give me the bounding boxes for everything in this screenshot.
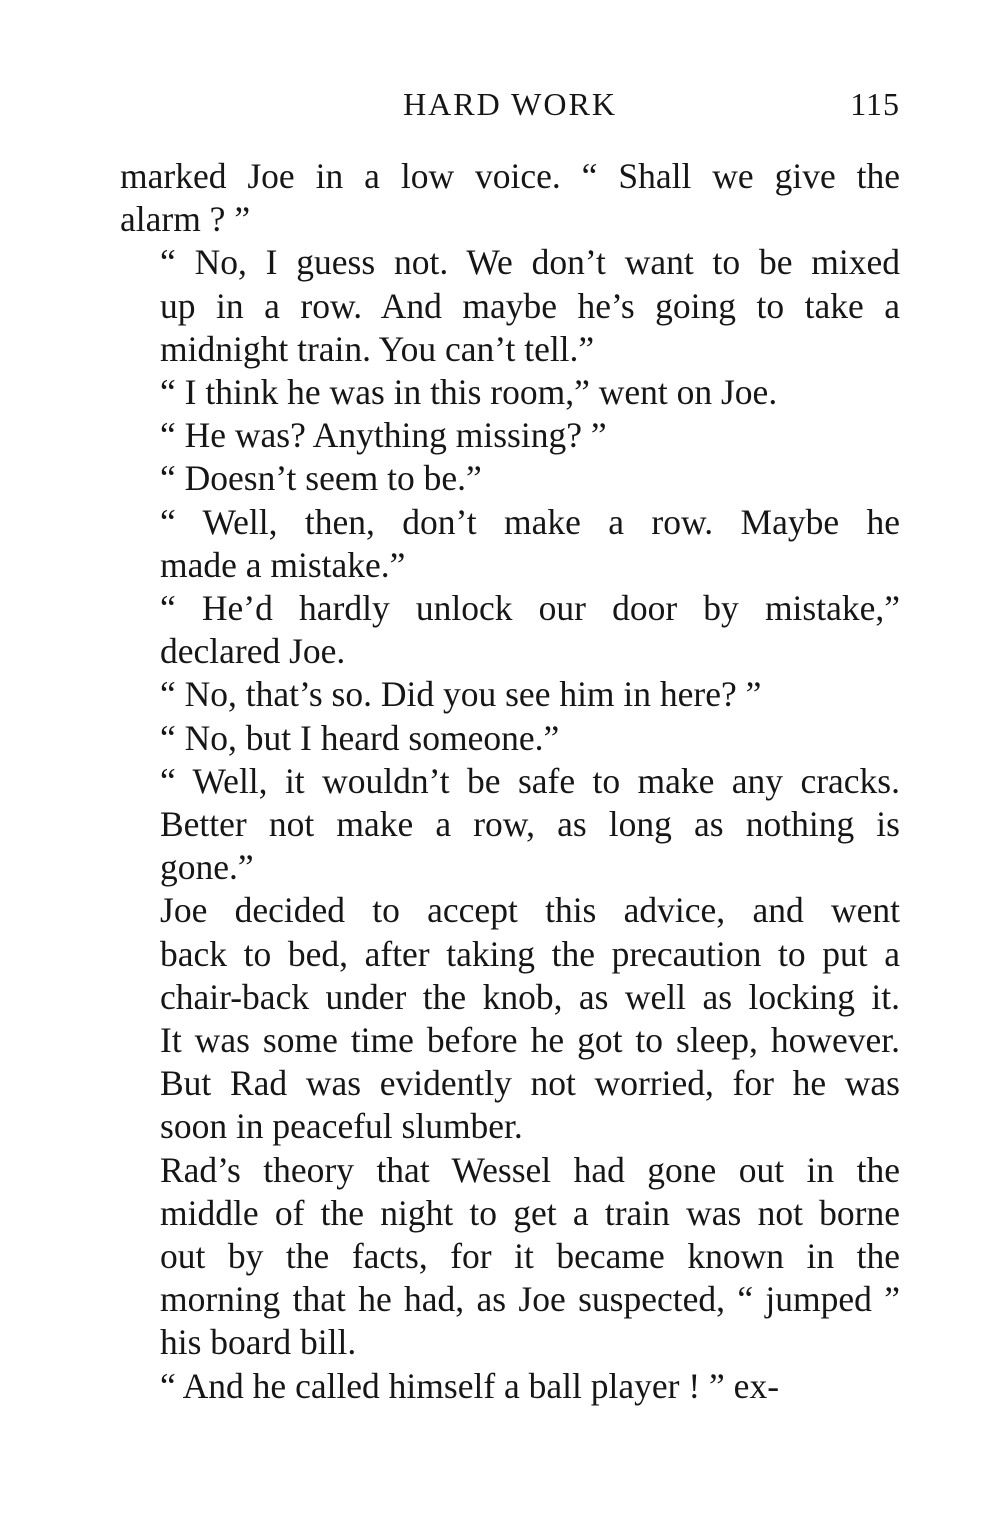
text-line: soon in peaceful slumber. <box>160 1106 523 1147</box>
paragraph <box>120 760 900 890</box>
text-line: “ I think he was in this room,” went on Joe. <box>160 372 778 413</box>
text-line: “ Well, it wouldn’t be safe to make any cracks. <box>160 760 900 801</box>
paragraph <box>120 717 900 760</box>
text-line: gone.” <box>160 847 254 888</box>
paragraph <box>120 371 900 414</box>
paragraph <box>120 1365 900 1408</box>
paragraph <box>120 1149 900 1365</box>
paragraph <box>120 414 900 457</box>
text-line: “ No, I guess not. We don’t want to be mixed <box>160 242 900 283</box>
paragraph <box>120 241 900 371</box>
paragraph <box>120 889 900 1148</box>
paragraph <box>120 457 900 500</box>
running-title: HARD WORK <box>403 86 617 122</box>
text-line: out by the facts, for it became known in the <box>160 1236 900 1277</box>
text-line: alarm ? ” <box>120 199 251 240</box>
text-line: Better not make a row, as long as nothing is <box>160 804 900 845</box>
text-line: made a mistake.” <box>160 544 406 585</box>
text-line: chair-back under the knob, as well as locking it. <box>160 976 900 1017</box>
text-line: morning that he had, as Joe suspected, “ jumped ” <box>160 1279 900 1320</box>
page-number: 115 <box>850 86 900 122</box>
text-line: declared Joe. <box>160 631 346 672</box>
text-line: back to bed, after taking the precaution to put a <box>160 933 900 974</box>
text-line: Joe decided to accept this advice, and went <box>160 890 900 931</box>
text-line: “ Doesn’t seem to be.” <box>160 458 482 499</box>
text-line: midnight train. You can’t tell.” <box>160 328 595 369</box>
running-head <box>120 82 900 132</box>
text-line: “ He was? Anything missing? ” <box>160 415 607 456</box>
text-line: middle of the night to get a train was not borne <box>160 1192 900 1233</box>
text-line: “ He’d hardly unlock our door by mistake,” <box>160 588 900 629</box>
paragraph <box>120 587 900 673</box>
text-line: “ No, that’s so. Did you see him in here? ” <box>160 674 762 715</box>
text-line: up in a row. And maybe he’s going to take a <box>160 285 900 326</box>
text-line: his board bill. <box>160 1322 357 1363</box>
text-line: It was some time before he got to sleep, however. <box>160 1020 900 1061</box>
paragraph <box>120 673 900 716</box>
body-text <box>120 155 900 1408</box>
paragraph <box>120 501 900 587</box>
text-line: But Rad was evidently not worried, for he was <box>160 1063 900 1104</box>
text-line: “ No, but I heard someone.” <box>160 717 560 758</box>
text-line: marked Joe in a low voice. “ Shall we give the <box>120 156 900 196</box>
text-line: Rad’s theory that Wessel had gone out in the <box>160 1149 900 1190</box>
text-line: “ Well, then, don’t make a row. Maybe he <box>160 501 900 542</box>
paragraph <box>120 155 900 241</box>
text-line: “ And he called himself a ball player ! ” ex- <box>160 1365 780 1406</box>
